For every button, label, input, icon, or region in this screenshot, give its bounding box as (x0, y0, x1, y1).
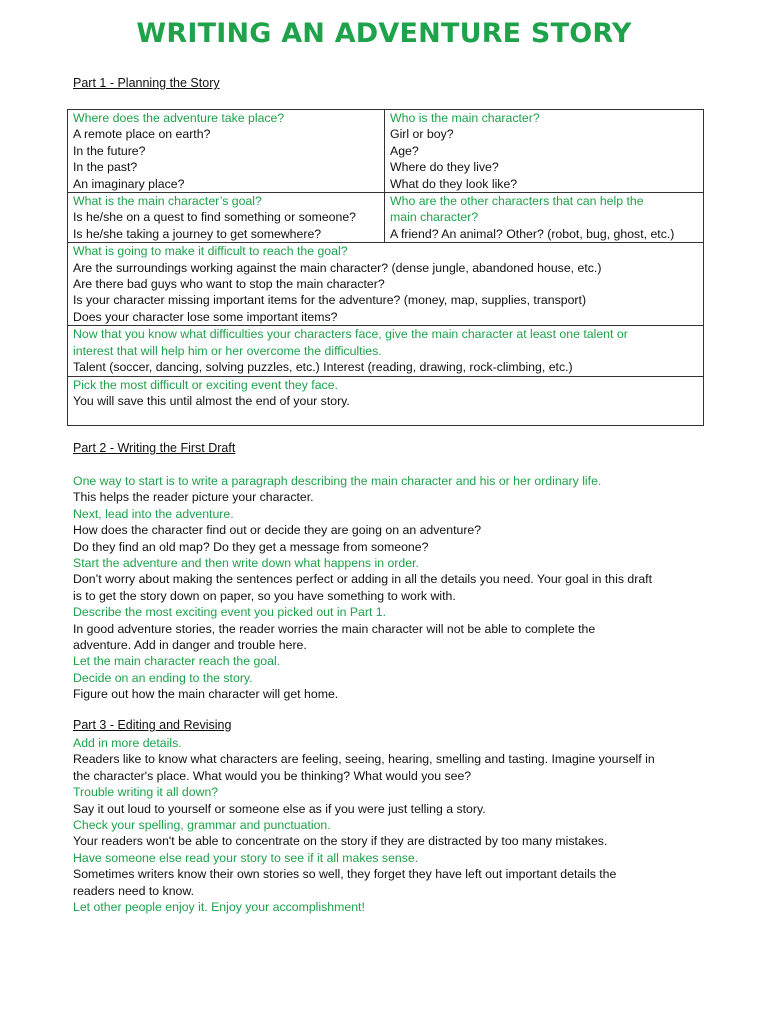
cell-question: What is going to make it difficult to reach the goal? (73, 244, 348, 259)
cell-question: Who is the main character? (390, 111, 540, 125)
body-line: Don’t worry about making the sentences perfect or adding in all the details you need. Your goal in this draft (73, 572, 652, 587)
body-line: Your readers won't be able to concentrate on the story if they are distracted by too many mistakes. (73, 834, 608, 849)
body-line: Say it out loud to yourself or someone else as if you were just telling a story. (73, 801, 486, 816)
cell-line: In the past? (73, 160, 138, 175)
planning-cell-main-character (385, 110, 704, 193)
cell-question: Pick the most difficult or exciting event they face. (73, 377, 338, 392)
cell-line: Talent (soccer, dancing, solving puzzles, etc.) Interest (reading, drawing, rock-climbing, etc.) (73, 360, 573, 375)
cell-line: Are the surroundings working against the main character? (dense jungle, abandoned house, etc.) (73, 260, 602, 275)
planning-cell-goal (68, 193, 385, 243)
body-line: In good adventure stories, the reader worries the main character will not be able to complete the (73, 621, 596, 636)
body-line: Do they find an old map? Do they get a message from someone? (73, 539, 429, 554)
planning-row (68, 110, 704, 193)
planning-table (67, 109, 704, 426)
body-line: Start the adventure and then write down what happens in order. (73, 556, 419, 571)
cell-line: Age? (390, 143, 419, 158)
planning-cell-exciting-event (68, 376, 704, 425)
cell-line: Is he/she taking a journey to get somewhere? (73, 226, 322, 241)
cell-question: What is the main character’s goal? (73, 194, 262, 209)
cell-question: Who are the other characters that can help the (390, 194, 644, 209)
part1-heading: Part 1 - Planning the Story (73, 76, 220, 90)
body-line: One way to start is to write a paragraph describing the main character and his or her ordinary life. (73, 474, 602, 488)
part3-heading: Part 3 - Editing and Revising (73, 718, 232, 732)
body-line: adventure. Add in danger and trouble here. (73, 638, 307, 653)
part2-body (73, 473, 652, 703)
planning-cell-talent (68, 326, 704, 376)
body-line: Check your spelling, grammar and punctuation. (73, 818, 331, 833)
cell-question: Now that you know what difficulties your characters face, give the main character at least one talent or (73, 327, 628, 342)
body-line: Figure out how the main character will get home. (73, 687, 339, 702)
body-line: Decide on an ending to the story. (73, 670, 253, 685)
body-line: Add in more details. (73, 736, 182, 750)
planning-row (68, 243, 704, 326)
body-line: readers need to know. (73, 883, 194, 898)
body-line: Describe the most exciting event you picked out in Part 1. (73, 605, 387, 620)
planning-row (68, 376, 704, 425)
part2-heading: Part 2 - Writing the First Draft (73, 441, 236, 455)
body-line: the character's place. What would you be thinking? What would you see? (73, 768, 472, 783)
body-line: How does the character find out or decide they are going on an adventure? (73, 523, 482, 538)
cell-question: interest that will help him or her overcome the difficulties. (73, 343, 382, 358)
cell-line: Is he/she on a quest to find something or someone? (73, 210, 357, 225)
body-line: Let other people enjoy it. Enjoy your accomplishment! (73, 900, 365, 915)
cell-line: Are there bad guys who want to stop the main character? (73, 277, 385, 292)
body-line: Let the main character reach the goal. (73, 654, 281, 669)
body-line: Sometimes writers know their own stories so well, they forget they have left out important details the (73, 867, 617, 882)
cell-line: Is your character missing important items for the adventure? (money, map, supplies, transport) (73, 293, 587, 308)
planning-row (68, 326, 704, 376)
body-line: Trouble writing it all down? (73, 785, 219, 800)
cell-line: A friend? An animal? Other? (robot, bug, ghost, etc.) (390, 226, 675, 241)
part3-body (73, 735, 655, 915)
cell-line: What do they look like? (390, 176, 518, 191)
cell-line: A remote place on earth? (73, 127, 211, 142)
body-line: Readers like to know what characters are feeling, seeing, hearing, smelling and tasting. Imagine yourself in (73, 752, 655, 767)
planning-cell-setting (68, 110, 385, 193)
cell-line: Does your character lose some important items? (73, 309, 338, 324)
cell-line: Girl or boy? (390, 127, 454, 142)
cell-line: Where do they live? (390, 160, 499, 175)
cell-question: Where does the adventure take place? (73, 111, 285, 125)
planning-cell-other-characters (385, 193, 704, 243)
cell-line: In the future? (73, 143, 146, 158)
planning-row (68, 193, 704, 243)
body-line: Have someone else read your story to see if it all makes sense. (73, 850, 419, 865)
body-line: Next, lead into the adventure. (73, 506, 234, 521)
planning-cell-obstacles (68, 243, 704, 326)
cell-line: An imaginary place? (73, 176, 185, 191)
cell-line: You will save this until almost the end of your story. (73, 393, 350, 408)
cell-question: main character? (390, 210, 479, 225)
body-line: is to get the story down on paper, so you have something to work with. (73, 588, 456, 603)
page-title: WRITING AN ADVENTURE STORY (136, 18, 632, 49)
body-line: This helps the reader picture your character. (73, 490, 314, 505)
